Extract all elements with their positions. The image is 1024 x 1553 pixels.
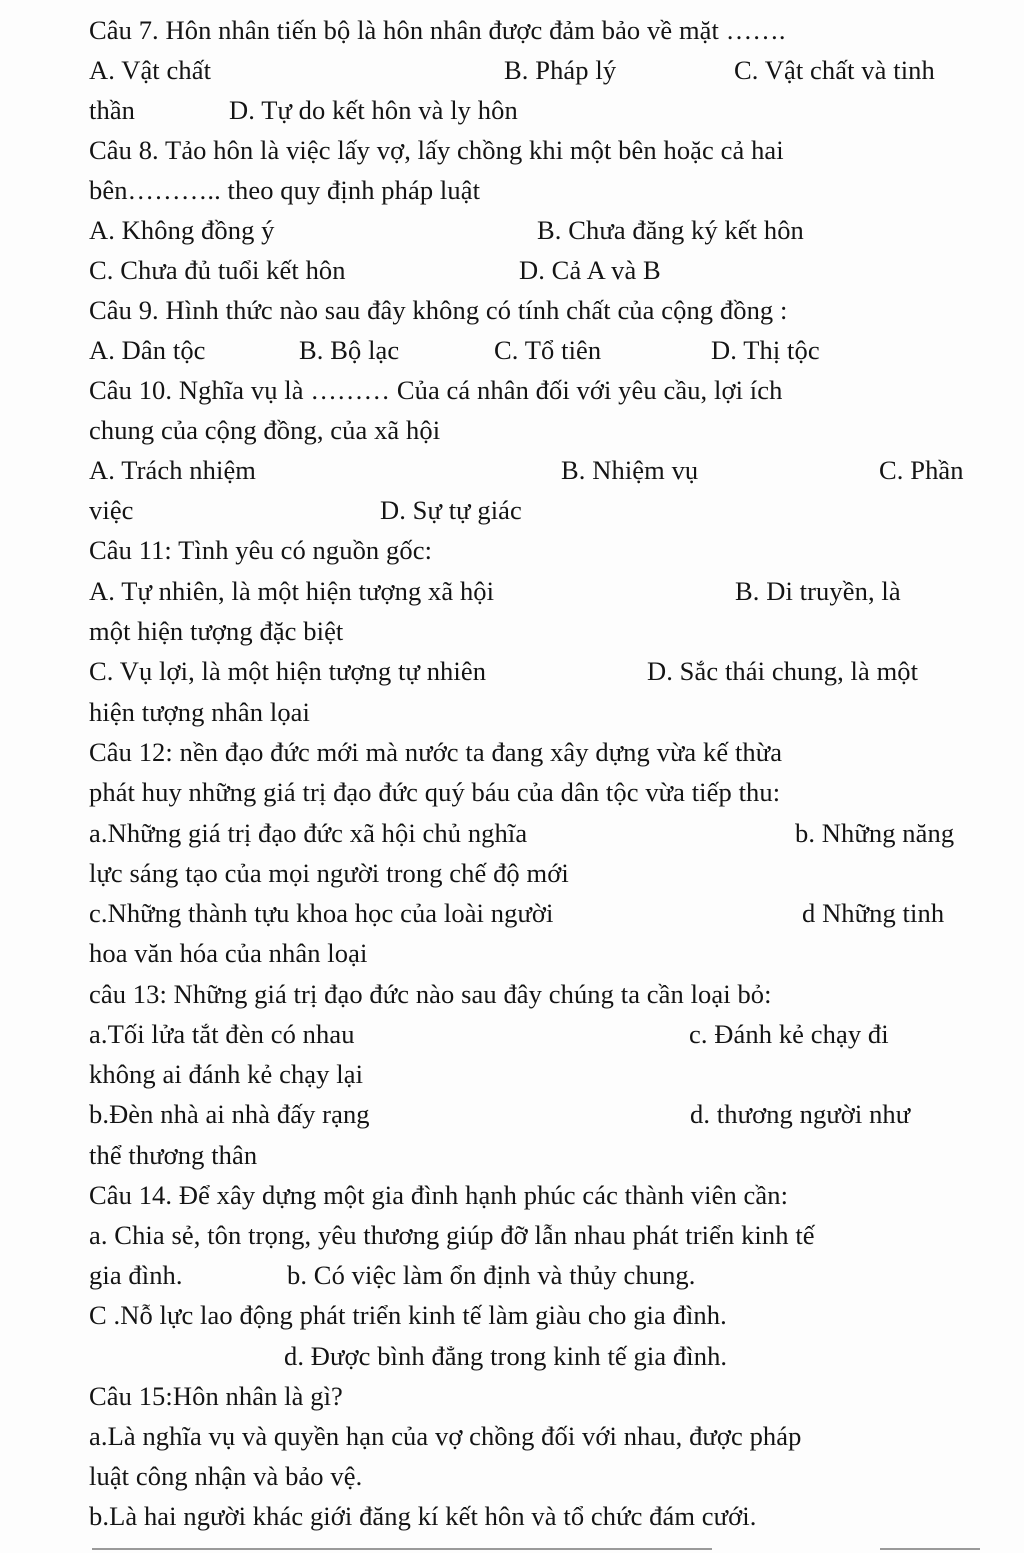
text-segment: Câu 15:Hôn nhân là gì? [89, 1381, 343, 1411]
text-segment: A. Không đồng ý [89, 215, 275, 245]
text-segment: C. Phần [879, 455, 964, 485]
text-segment: B. Chưa đăng ký kết hôn [537, 215, 804, 245]
glyph-tops-fragment [880, 1548, 980, 1550]
text-segment: d Những tinh [802, 898, 945, 928]
text-segment: c. Đánh kẻ chạy đi [689, 1019, 889, 1049]
text-segment: Câu 11: Tình yêu có nguồn gốc: [89, 535, 433, 565]
text-segment: bên……….. theo quy định pháp luật [89, 175, 481, 205]
text-segment: câu 13: Những giá trị đạo đức nào sau đây chúng ta cần loại bỏ: [89, 979, 772, 1009]
text-segment: một hiện tượng đặc biệt [89, 616, 344, 646]
text-segment: a.Tối lửa tắt đèn có nhau [89, 1019, 355, 1049]
text-segment: D. Thị tộc [711, 335, 820, 365]
text-segment: D. Sắc thái chung, là một [647, 656, 919, 686]
text-segment: Câu 10. Nghĩa vụ là ……… Của cá nhân đối với yêu cầu, lợi ích [89, 375, 783, 405]
text-segment: thần [89, 95, 136, 125]
text-segment: chung của cộng đồng, của xã hội [89, 415, 441, 445]
text-segment: A. Trách nhiệm [89, 455, 257, 485]
text-segment: A. Tự nhiên, là một hiện tượng xã hội [89, 576, 495, 606]
text-segment: d. Được bình đẳng trong kinh tế gia đình. [284, 1341, 728, 1371]
text-segment: hiện tượng nhân lọai [89, 697, 310, 727]
text-segment: luật công nhận và bảo vệ. [89, 1461, 363, 1491]
text-segment: a. Chia sẻ, tôn trọng, yêu thương giúp đỡ lẫn nhau phát triển kinh tế [89, 1220, 815, 1250]
text-segment: b. Những năng [795, 818, 955, 848]
text-segment: D. Cả A và B [519, 255, 661, 285]
text-segment: không ai đánh kẻ chạy lại [89, 1059, 364, 1089]
text-segment: Câu 7. Hôn nhân tiến bộ là hôn nhân được đảm bảo về mặt ……. [89, 15, 786, 45]
text-segment: b.Là hai người khác giới đăng kí kết hôn và tổ chức đám cưới. [89, 1501, 757, 1531]
text-segment: gia đình. [89, 1260, 183, 1290]
text-segment: việc [89, 495, 134, 525]
text-segment: Câu 8. Tảo hôn là việc lấy vợ, lấy chồng khi một bên hoặc cả hai [89, 135, 784, 165]
glyph-tops-fragment [92, 1548, 712, 1550]
text-segment: Câu 12: nền đạo đức mới mà nước ta đang xây dựng vừa kế thừa [89, 737, 783, 767]
text-segment: a.Là nghĩa vụ và quyền hạn của vợ chồng đối với nhau, được pháp [89, 1421, 802, 1451]
text-segment: phát huy những giá trị đạo đức quý báu của dân tộc vừa tiếp thu: [89, 777, 781, 807]
text-segment: hoa văn hóa của nhân loại [89, 938, 368, 968]
text-segment: D. Tự do kết hôn và ly hôn [229, 95, 518, 125]
text-segment: C .Nỗ lực lao động phát triển kinh tế làm giàu cho gia đình. [89, 1300, 727, 1330]
text-segment: A. Vật chất [89, 55, 212, 85]
text-segment: c.Những thành tựu khoa học của loài người [89, 898, 554, 928]
text-segment: C. Vật chất và tinh [734, 55, 935, 85]
text-segment: a.Những giá trị đạo đức xã hội chủ nghĩa [89, 818, 528, 848]
text-segment: Câu 14. Để xây dựng một gia đình hạnh phúc các thành viên cần: [89, 1180, 789, 1210]
text-segment: b.Đèn nhà ai nhà đấy rạng [89, 1099, 370, 1129]
text-segment: d. thương người như [690, 1099, 911, 1129]
text-segment: D. Sự tự giác [380, 495, 522, 525]
text-segment: B. Di truyền, là [735, 576, 901, 606]
text-segment: B. Nhiệm vụ [561, 455, 699, 485]
text-segment: C. Chưa đủ tuổi kết hôn [89, 255, 346, 285]
text-segment: lực sáng tạo của mọi người trong chế độ mới [89, 858, 569, 888]
text-segment: B. Pháp lý [504, 55, 617, 85]
text-segment: C. Vụ lợi, là một hiện tượng tự nhiên [89, 656, 487, 686]
cropped-line-fragment [0, 1538, 1024, 1553]
text-segment: C. Tổ tiên [494, 335, 602, 365]
text-segment: Câu 9. Hình thức nào sau đây không có tính chất của cộng đồng : [89, 295, 788, 325]
text-segment: B. Bộ lạc [299, 335, 400, 365]
text-segment: A. Dân tộc [89, 335, 206, 365]
text-segment: b. Có việc làm ổn định và thủy chung. [287, 1260, 696, 1290]
text-segment: thể thương thân [89, 1140, 258, 1170]
